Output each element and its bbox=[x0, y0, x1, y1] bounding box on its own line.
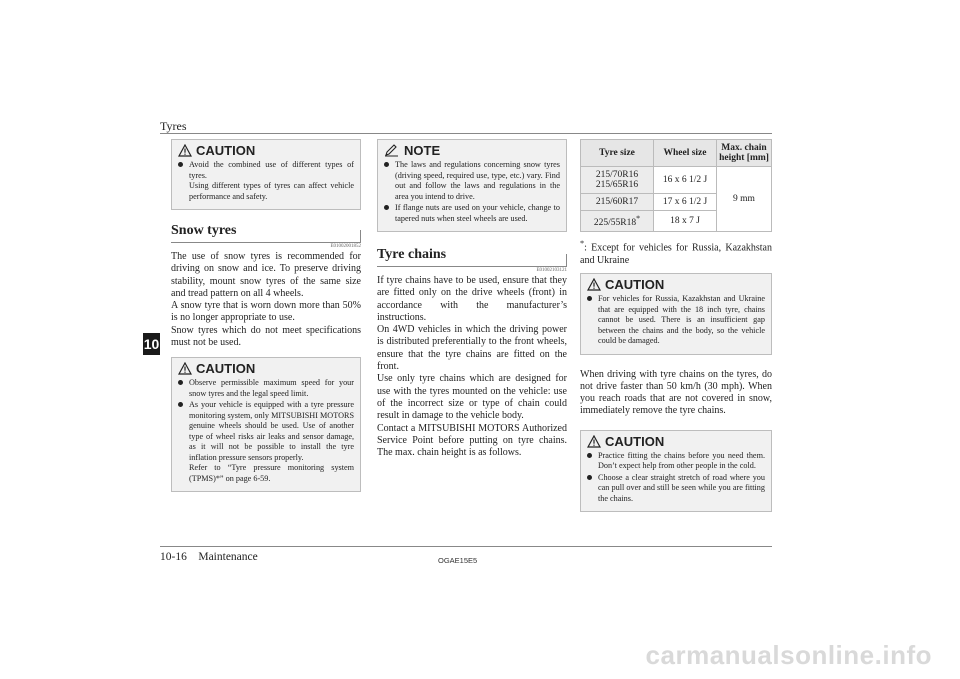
pencil-note-icon bbox=[384, 144, 400, 157]
chain-height-table bbox=[580, 139, 772, 232]
table-header: Max. chain height [mm] bbox=[717, 140, 772, 167]
column-3 bbox=[580, 139, 772, 512]
section-code: E01002001852 bbox=[330, 244, 361, 249]
warning-triangle-icon bbox=[178, 144, 192, 157]
caution-item: Observe permissible maximum speed for your snow tyres and the legal speed limit. bbox=[178, 378, 354, 399]
table-footnote: *: Except for vehicles for Russia, Kazakhstan and Ukraine bbox=[580, 239, 772, 266]
caution-box-18-inch bbox=[580, 273, 772, 355]
caution-label: CAUTION bbox=[196, 361, 256, 377]
note-item: If flange nuts are used on your vehicle, change to tapered nuts when steel wheels are used. bbox=[384, 203, 560, 224]
footer-page-label: 10-16 Maintenance bbox=[160, 551, 258, 563]
header-divider bbox=[160, 133, 772, 134]
column-2 bbox=[377, 139, 567, 464]
chapter-tab: 10 bbox=[143, 333, 160, 355]
caution-box-combined-tyres bbox=[171, 139, 361, 210]
section-heading-snow-tyres: Snow tyres bbox=[171, 220, 361, 243]
column-1 bbox=[171, 139, 361, 492]
caution-item: For vehicles for Russia, Kazakhstan and Ukraine that are equipped with the 18 inch tyre, chains cannot be used. There is an insufficient gap between the chains and the body, so the vehicle could be damaged. bbox=[587, 294, 765, 347]
warning-triangle-icon bbox=[587, 435, 601, 448]
section-heading-tyre-chains: Tyre chains bbox=[377, 244, 567, 267]
table-row: 215/70R16 215/65R16 16 x 6 1/2 J 9 mm bbox=[581, 167, 772, 194]
table-row: 215/60R17 17 x 6 1/2 J bbox=[581, 194, 772, 211]
caution-item: Avoid the combined use of different types of tyres. Using different types of tyres can affect vehicle performance and safety. bbox=[178, 160, 354, 202]
tyre-chains-text: If tyre chains have to be used, ensure that they are fitted only on the drive wheels (front) in accordance with the manufacturer’s instructions. On 4WD vehicles in which the driving power is distributed preferentially to the front wheels, ensure that the tyre chains are fitted on the front. Use only tyre chains which are designed for use with the tyres mounted on the vehicle: use of the incorrect size or type of chain could result in damage to the vehicle body. Contact a MITSUBISHI MOTORS Authorized Service Point before putting on tyre chains. The max. chain height is as follows. bbox=[377, 275, 567, 459]
table-header: Tyre size bbox=[581, 140, 654, 167]
caution-label: CAUTION bbox=[196, 143, 256, 158]
table-header: Wheel size bbox=[654, 140, 717, 167]
caution-item: Practice fitting the chains before you need them. Don’t expect help from other people in the cold. bbox=[587, 451, 765, 472]
section-code: E01002103121 bbox=[536, 268, 567, 273]
caution-item: As your vehicle is equipped with a tyre pressure monitoring system, only MITSUBISHI MOTORS genuine wheels should be used. Use of another type of wheel risks air leaks and sensor damage, as it will not be possible to install the tyre inflation pressure sensors properly. Refer to “Tyre pressure monitoring system (TPMS)*” on page 6-59. bbox=[178, 400, 354, 484]
note-item: The laws and regulations concerning snow tyres (driving speed, required use, type, etc.) vary. Find out and follow the laws and regulations in the area you intend to drive. bbox=[384, 160, 560, 202]
page-header-title: Tyres bbox=[160, 119, 187, 133]
note-label: NOTE bbox=[404, 143, 441, 158]
chains-speed-text: When driving with tyre chains on the tyres, do not drive faster than 50 km/h (30 mph). When you reach roads that are not covered in snow, immediately remove the tyre chains. bbox=[580, 368, 772, 417]
warning-triangle-icon bbox=[587, 278, 601, 291]
caution-label: CAUTION bbox=[605, 433, 665, 449]
table-row: 225/55R18* 18 x 7 J bbox=[581, 211, 772, 232]
note-box bbox=[377, 139, 567, 232]
caution-item: Choose a clear straight stretch of road where you can pull over and still be seen while you are fitting the chains. bbox=[587, 473, 765, 505]
snow-tyres-text: The use of snow tyres is recommended for driving on snow and ice. To preserve driving stability, mount snow tyres of the same size and tread pattern on all 4 wheels. A snow tyre that is worn down more than 50% is no longer appropriate to use. Snow tyres which do not meet specifications must not be used. bbox=[171, 251, 361, 349]
footer-doc-code: OGAE15E5 bbox=[438, 556, 478, 565]
watermark: carmanualsonline.info bbox=[645, 640, 932, 670]
chain-height-cell: 9 mm bbox=[717, 167, 772, 232]
caution-box-practice bbox=[580, 430, 772, 513]
caution-box-snow-speed bbox=[171, 357, 361, 492]
caution-label: CAUTION bbox=[605, 277, 665, 293]
warning-triangle-icon bbox=[178, 362, 192, 375]
footer-divider bbox=[160, 546, 772, 547]
